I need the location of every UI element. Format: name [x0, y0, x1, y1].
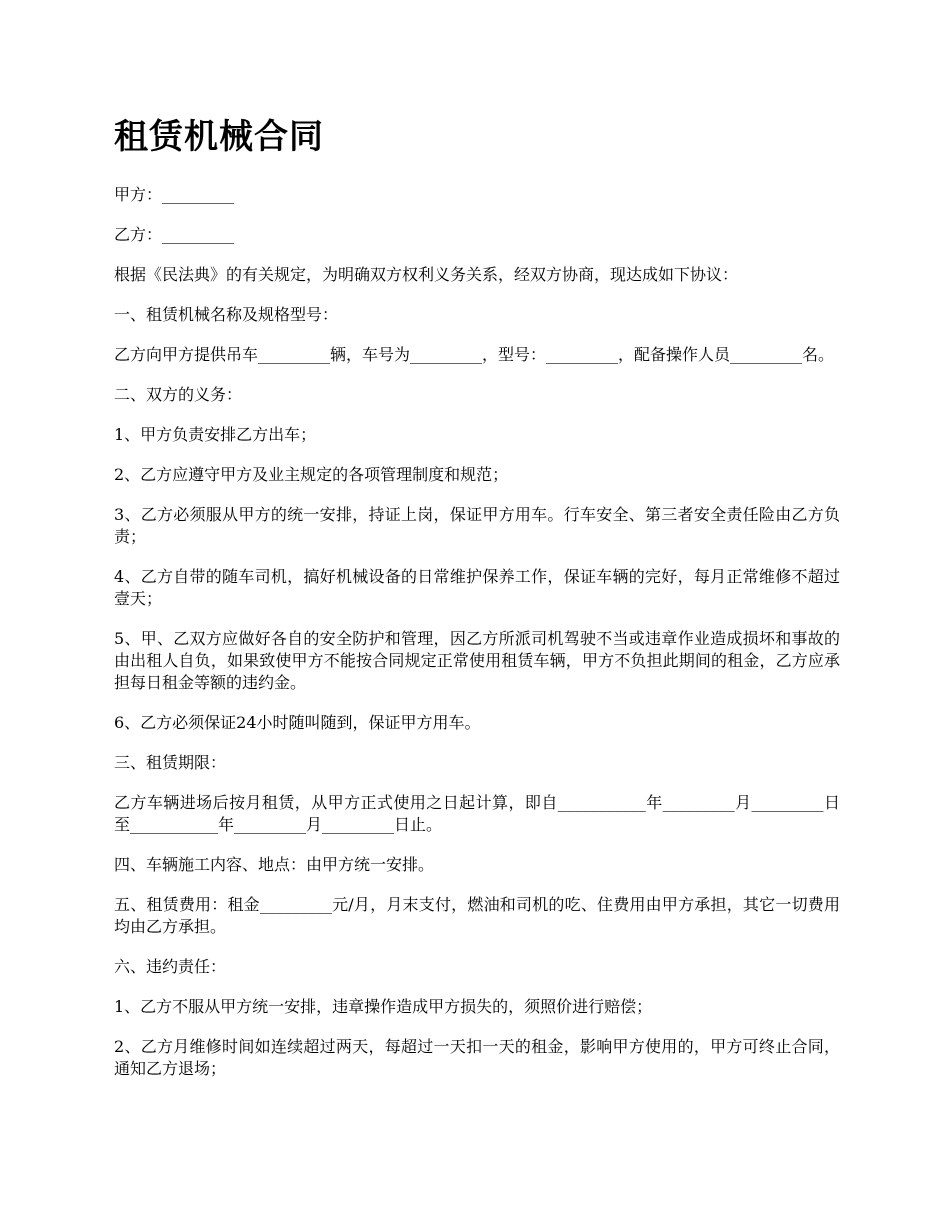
obligation-item: 1、甲方负责安排乙方出车；	[114, 425, 317, 444]
party-a-line: 甲方：_________	[114, 185, 235, 204]
party-b-line: 乙方：_________	[114, 225, 235, 244]
section-heading-term: 三、租赁期限：	[114, 753, 227, 772]
preamble-paragraph: 根据《民法典》的有关规定，为明确双方权利义务关系，经双方协商，现达成如下协议：	[114, 265, 739, 284]
obligation-item: 3、乙方必须服从甲方的统一安排，持证上岗，保证甲方用车。行车安全、第三者安全责任险由乙方负责；	[114, 505, 840, 546]
term-paragraph: 乙方车辆进场后按月租赁，从甲方正式使用之日起计算，即自___________年_________月_________日至___________年_________月_________日止。	[114, 793, 840, 834]
obligation-item: 4、乙方自带的随车司机，搞好机械设备的日常维护保养工作，保证车辆的完好，每月正常维修不超过壹天；	[114, 567, 840, 608]
section-heading-liability: 六、违约责任：	[114, 957, 227, 976]
document-title: 租赁机械合同	[114, 117, 324, 157]
section-heading-machinery: 一、租赁机械名称及规格型号：	[114, 305, 339, 324]
liability-item: 1、乙方不服从甲方统一安排，违章操作造成甲方损失的，须照价进行赔偿；	[114, 997, 653, 1016]
machinery-paragraph: 乙方向甲方提供吊车_________辆，车号为_________，型号：_________，配备操作人员_________名。	[114, 345, 835, 364]
document-body	[114, 112, 840, 1098]
section-heading-location: 四、车辆施工内容、地点：由甲方统一安排。	[114, 855, 435, 874]
obligation-item: 2、乙方应遵守甲方及业主规定的各项管理制度和规范；	[114, 465, 509, 484]
section-heading-obligations: 二、双方的义务：	[114, 385, 243, 404]
obligation-item: 5、甲、乙双方应做好各自的安全防护和管理，因乙方所派司机驾驶不当或违章作业造成损坏和事故的由出租人自负，如果致使甲方不能按合同规定正常使用租赁车辆，甲方不负担此期间的租金，乙方应承担每日租金等额的违约金。	[114, 629, 840, 692]
section-heading-fees: 五、租赁费用：租金_________元/月，月末支付，燃油和司机的吃、住费用由甲方承担，其它一切费用均由乙方承担。	[114, 895, 840, 936]
obligation-item: 6、乙方必须保证24小时随叫随到，保证甲方用车。	[114, 713, 481, 732]
liability-item: 2、乙方月维修时间如连续超过两天，每超过一天扣一天的租金，影响甲方使用的，甲方可终止合同，通知乙方退场；	[114, 1037, 840, 1078]
